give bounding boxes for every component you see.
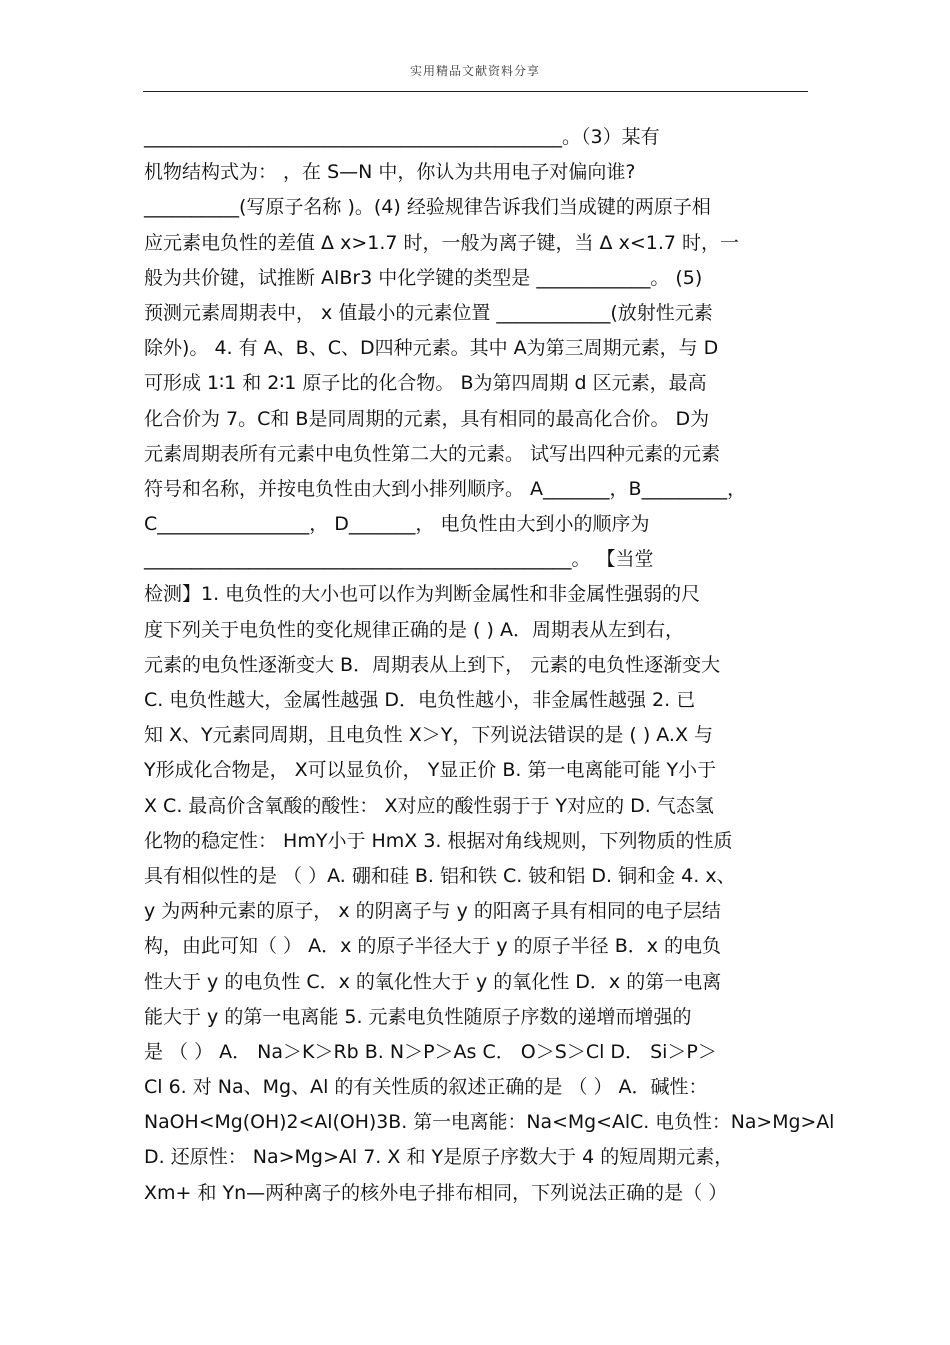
text-line: 预测元素周期表中， x 值最小的元素位置 ____________(放射性元素	[144, 301, 713, 324]
text-line: 能大于 y 的第一电离能 5. 元素电负性随原子序数的递增而增强的	[144, 1005, 692, 1028]
text-line: Cl 6. 对 Na、Mg、Al 的有关性质的叙述正确的是 （ ） A．碱性：	[144, 1076, 708, 1099]
text-line: 元素周期表所有元素中电负性第二大的元素。 试写出四种元素的元素	[144, 442, 721, 465]
text-line: C________________， D_______， 电负性由大到小的顺序为	[144, 513, 650, 536]
text-line: NaOH<Mg(OH)2<Al(OH)3B. 第一电离能：Na<Mg<AlC. 电负性：Na>Mg>Al	[144, 1111, 835, 1134]
text-line: 化合价为 7。C和 B是同周期的元素，具有相同的最高化合价。 D为	[144, 407, 710, 430]
text-line: 构，由此可知（ ） A．x 的原子半径大于 y 的原子半径 B．x 的电负	[144, 935, 722, 958]
text-line: 知 X、Y元素同周期，且电负性 X＞Y，下列说法错误的是 ( ) A.X 与	[144, 724, 714, 747]
header-divider	[143, 91, 808, 92]
text-line: 应元素电负性的差值 Δ x>1.7 时，一般为离子键，当 Δ x<1.7 时，一	[144, 231, 739, 254]
text-line: Y形成化合物是， X可以显负价， Y显正价 B. 第一电离能可能 Y小于	[144, 759, 717, 782]
text-line: X C. 最高价含氧酸的酸性： X对应的酸性弱于于 Y对应的 D. 气态氢	[144, 794, 714, 817]
text-line: 具有相似性的是 （ ）A. 硼和硅 B. 铝和铁 C. 铍和铝 D. 铜和金 4. x、	[144, 864, 736, 887]
text-line: 符号和名称，并按电负性由大到小排列顺序。 A_______，B_________，	[144, 477, 747, 500]
text-line: y 为两种元素的原子， x 的阴离子与 y 的阳离子具有相同的电子层结	[144, 900, 721, 923]
text-line: Xm+ 和 Yn—两种离子的核外电子排布相同，下列说法正确的是（ ）	[144, 1181, 728, 1204]
text-line: 般为共价键，试推断 AlBr3 中化学键的类型是 ____________。 (5)	[144, 266, 703, 289]
text-line: 可形成 1∶1 和 2∶1 原子比的化合物。 B为第四周期 d 区元素，最高	[144, 372, 707, 395]
text-line: ____________________________________________。（3）某有	[144, 126, 660, 148]
text-line: _____________________________________________。 【当堂	[144, 548, 654, 571]
text-line: 化物的稳定性： HmY小于 HmX 3. 根据对角线规则，下列物质的性质	[144, 829, 733, 852]
text-line: 机物结构式为： ，在 S—N 中，你认为共用电子对偏向谁?	[144, 161, 636, 184]
text-line: 元素的电负性逐渐变大 B．周期表从上到下， 元素的电负性逐渐变大	[144, 653, 721, 676]
text-line: D. 还原性： Na>Mg>Al 7. X 和 Y是原子序数大于 4 的短周期元素，	[144, 1146, 734, 1169]
document-body	[144, 120, 835, 1211]
text-line: 是 （ ） A． Na＞K＞Rb B. N＞P＞As C． O＞S＞Cl D． Si＞P＞	[144, 1040, 717, 1063]
page-header: 实用精品文献资料分享	[409, 64, 540, 78]
text-line: 度下列关于电负性的变化规律正确的是 ( ) A．周期表从左到右，	[144, 618, 684, 641]
text-line: 除外)。 4. 有 A、B、C、D四种元素。其中 A为第三周期元素，与 D	[144, 337, 719, 360]
text-line: 性大于 y 的电负性 C．x 的氧化性大于 y 的氧化性 D．x 的第一电离	[144, 970, 722, 993]
text-line: 检测】1. 电负性的大小也可以作为判断金属性和非金属性强弱的尺	[144, 583, 701, 606]
text-line: __________(写原子名称 )。(4) 经验规律告诉我们当成键的两原子相	[144, 196, 711, 219]
text-line: C. 电负性越大，金属性越强 D．电负性越小，非金属性越强 2. 已	[144, 689, 696, 711]
